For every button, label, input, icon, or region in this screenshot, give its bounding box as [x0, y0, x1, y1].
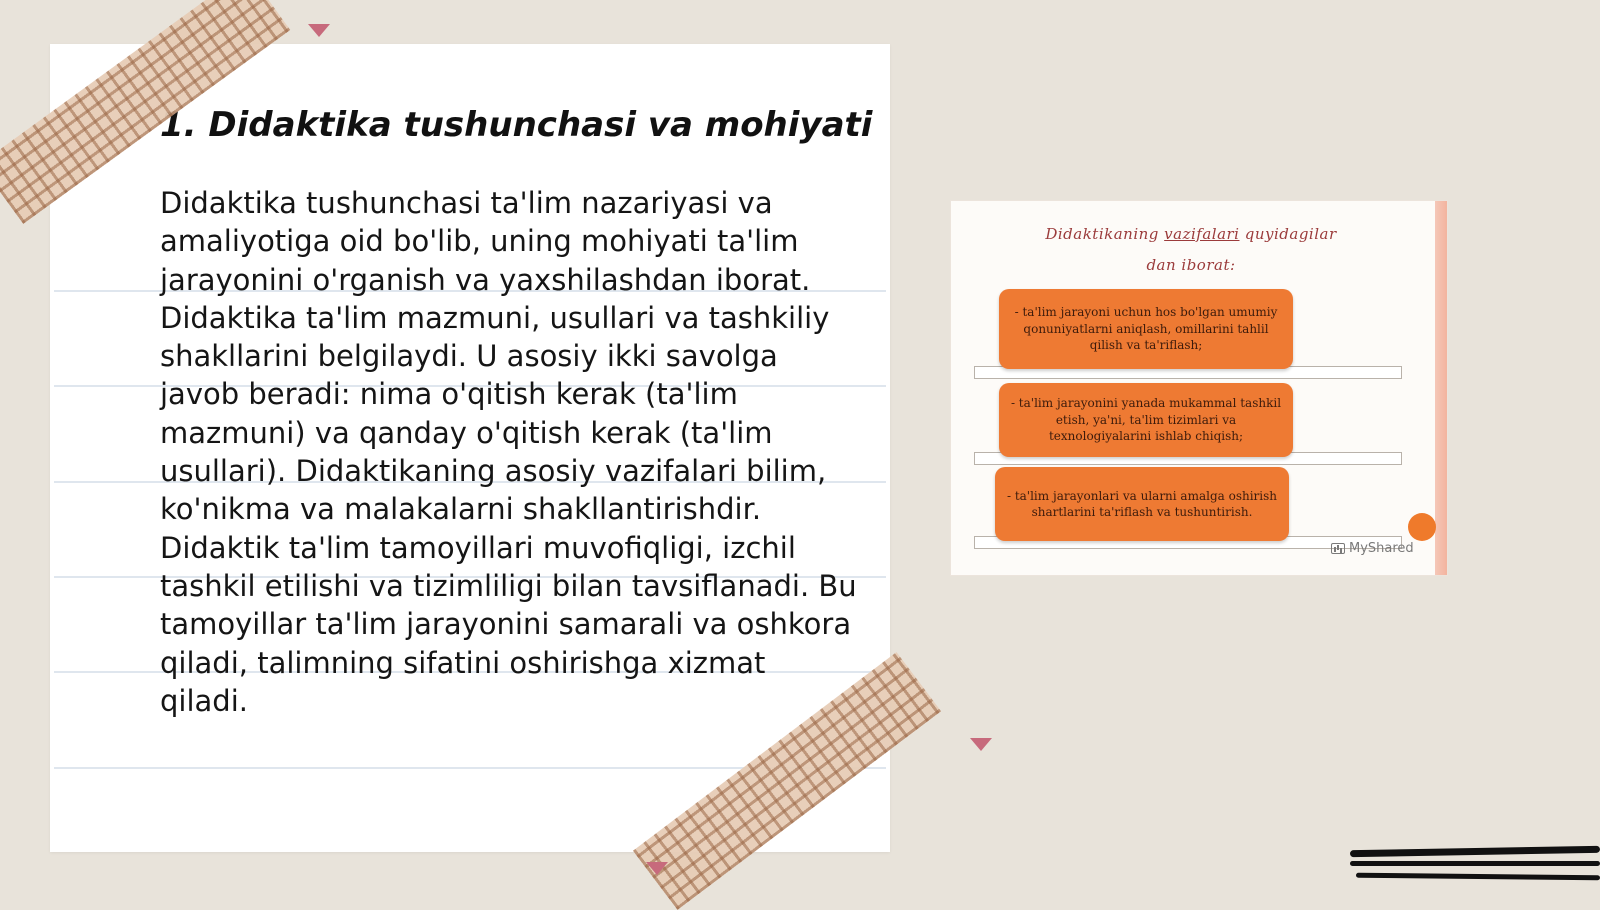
- orange-dot: [1408, 513, 1436, 541]
- slide-body-text: Didaktika tushunchasi ta'lim nazariyasi va amaliyotiga oid bo'lib, uning mohiyati ta'lim jarayonini o'rganish va yaxshilashdan iborat. Didaktika ta'lim mazmuni, usullari va tashkiliy shakllarini belgilaydi. U asosiy ikki savolga javob beradi: nima o'qitish kerak (ta'lim mazmuni) va qanday o'qitish kerak (ta'lim usullari). Didaktikaning asosiy vazifalari bilim, ko'nikma va malakalarni shakllantirishdir. Didaktik ta'lim tamoyillari muvofiqligi, izchil tashkil etilishi va tizimliligi bilan tavsiflanadi. Bu tamoyillar ta'lim jarayonini samarali va oshkora qiladi, talimning sifatini oshirishga xizmat qiladi.: [160, 186, 857, 718]
- image-edge-decoration: [1435, 201, 1447, 575]
- decorative-stroke: [1356, 873, 1600, 881]
- figure-title-line1: Didaktikaning vazifalari quyidagilar: [1045, 225, 1337, 243]
- slide-title: 1. Didaktika tushunchasi va mohiyati: [160, 105, 873, 145]
- decorative-stroke: [1350, 846, 1600, 857]
- pin-icon: [308, 24, 330, 37]
- pin-icon: [970, 738, 992, 751]
- chart-icon: [1331, 543, 1345, 554]
- task-box: - ta'lim jarayoni uchun hos bo'lgan umumiy qonuniyatlarni aniqlash, omillarini tahlil qilish va ta'riflash;: [999, 289, 1293, 369]
- task-box: - ta'lim jarayonlari va ularni amalga oshirish shartlarini ta'riflash va tushuntirish.: [995, 467, 1289, 541]
- didactics-tasks-image: [950, 200, 1448, 576]
- decorative-stroke: [1350, 861, 1600, 866]
- watermark-logo: [1331, 541, 1414, 556]
- watermark-text: MyShared: [1349, 541, 1414, 556]
- note-paper: [50, 44, 890, 852]
- pin-icon: [646, 862, 668, 875]
- task-box: - ta'lim jarayonini yanada mukammal tashkil etish, ya'ni, ta'lim tizimlari va texnologiyalarini ishlab chiqish;: [999, 383, 1293, 457]
- figure-title-line2: dan iborat:: [1146, 256, 1236, 274]
